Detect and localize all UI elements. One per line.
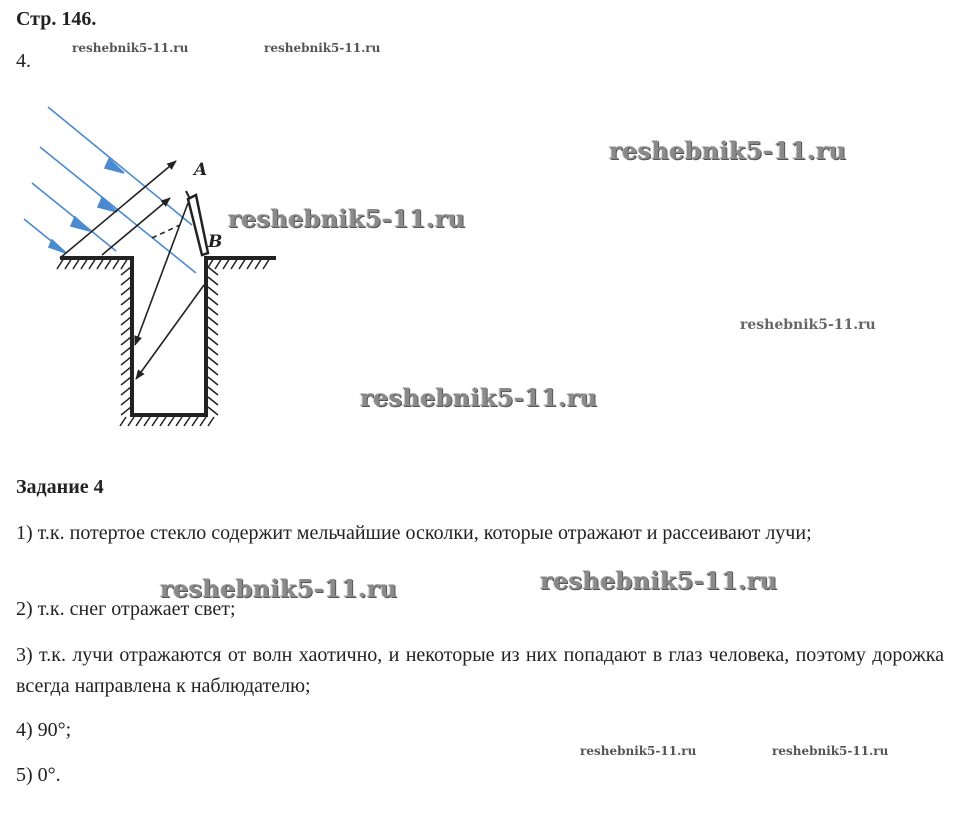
- watermark: reshebnik5-11.ru: [360, 383, 598, 412]
- watermark: reshebnik5-11.ru: [72, 41, 189, 55]
- ground-right: [206, 258, 276, 269]
- watermark: reshebnik5-11.ru: [772, 744, 889, 758]
- answer-2: 2) т.к. снег отражает свет;: [16, 598, 236, 620]
- label-a: A: [194, 160, 208, 180]
- watermark: reshebnik5-11.ru: [740, 317, 876, 333]
- answer-3: 3) т.к. лучи отражаются от волн хаотично, и некоторые из них попадают в глаз человека, поэтому дорожка всегда направлена к наблюдателю;: [16, 644, 944, 697]
- task-number: 4.: [16, 50, 31, 72]
- watermark: reshebnik5-11.ru: [580, 744, 697, 758]
- pit: [120, 256, 218, 426]
- watermark: reshebnik5-11.ru: [160, 574, 398, 603]
- watermark: reshebnik5-11.ru: [228, 204, 466, 233]
- watermark: reshebnik5-11.ru: [609, 136, 847, 165]
- label-b: B: [208, 232, 223, 252]
- answer-5: 5) 0°.: [16, 764, 61, 786]
- watermark: reshebnik5-11.ru: [540, 566, 778, 595]
- section-title: Задание 4: [16, 476, 104, 498]
- answer-1: 1) т.к. потертое стекло содержит мельчайшие осколки, которые отражают и рассеивают лучи;: [16, 522, 812, 544]
- ground-left: [57, 258, 133, 269]
- page-title: Стр. 146.: [16, 8, 97, 30]
- answer-4: 4) 90°;: [16, 719, 72, 741]
- mirror-diagram: [20, 95, 280, 435]
- watermark: reshebnik5-11.ru: [264, 41, 381, 55]
